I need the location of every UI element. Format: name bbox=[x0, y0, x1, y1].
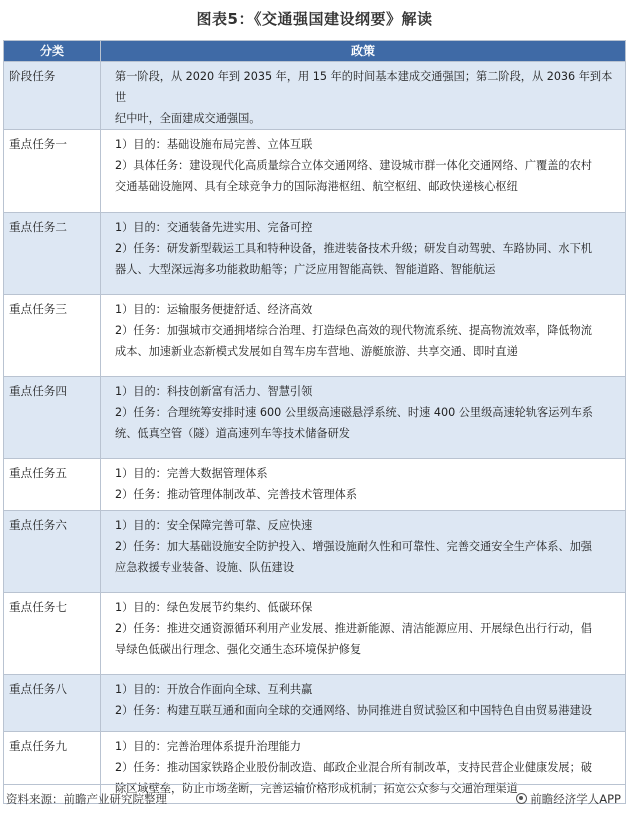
brand-logo-icon bbox=[516, 793, 527, 804]
table-row bbox=[4, 295, 626, 377]
row-policy bbox=[101, 459, 626, 511]
policy-line: 1）目的：安全保障完善可靠、反应快速 bbox=[115, 519, 313, 532]
row-category: 重点任务二 bbox=[4, 213, 101, 295]
brand-label bbox=[516, 791, 621, 807]
row-policy bbox=[101, 511, 626, 593]
table-row bbox=[4, 377, 626, 459]
policy-line: 2）任务：研发新型载运工具和特种设备，推进装备技术升级；研发自动驾驶、车路协同、水下机 bbox=[115, 242, 592, 255]
row-category: 重点任务四 bbox=[4, 377, 101, 459]
row-policy bbox=[101, 377, 626, 459]
table-row bbox=[4, 62, 626, 130]
policy-line: 2）任务：构建互联互通和面向全球的交通网络、协同推进自贸试验区和中国特色自由贸易港建设 bbox=[115, 704, 592, 717]
row-policy bbox=[101, 130, 626, 213]
table-header-row bbox=[4, 41, 626, 62]
header-policy: 政策 bbox=[101, 41, 626, 62]
policy-line: 1）目的：绿色发展节约集约、低碳环保 bbox=[115, 601, 313, 614]
table-row bbox=[4, 459, 626, 511]
policy-table bbox=[3, 40, 626, 804]
policy-line: 器人、大型深远海多功能救助船等；广泛应用智能高铁、智能道路、智能航运 bbox=[115, 263, 496, 276]
row-policy bbox=[101, 675, 626, 732]
policy-line: 2）任务：推进交通资源循环利用产业发展、推进新能源、清洁能源应用、开展绿色出行行动，倡 bbox=[115, 622, 592, 635]
policy-line: 1）目的：完善大数据管理体系 bbox=[115, 467, 268, 480]
row-category: 重点任务七 bbox=[4, 593, 101, 675]
row-policy bbox=[101, 62, 626, 130]
table-row bbox=[4, 675, 626, 732]
table-row bbox=[4, 130, 626, 213]
row-category: 重点任务八 bbox=[4, 675, 101, 732]
policy-line: 2）任务：推动国家铁路企业股份制改造、邮政企业混合所有制改革，支持民营企业健康发展；破 bbox=[115, 761, 592, 774]
source-note: 资料来源：前瞻产业研究院整理 bbox=[6, 792, 167, 806]
policy-line: 1）目的：交通装备先进实用、完备可控 bbox=[115, 221, 313, 234]
policy-line: 2）任务：加大基础设施安全防护投入、增强设施耐久性和可靠性、完善交通安全生产体系、加强 bbox=[115, 540, 592, 553]
policy-line: 2）任务：加强城市交通拥堵综合治理、打造绿色高效的现代物流系统、提高物流效率，降低物流 bbox=[115, 324, 592, 337]
row-policy bbox=[101, 295, 626, 377]
row-category: 重点任务一 bbox=[4, 130, 101, 213]
policy-line: 1）目的：运输服务便捷舒适、经济高效 bbox=[115, 303, 313, 316]
policy-line: 1）目的：科技创新富有活力、智慧引领 bbox=[115, 385, 313, 398]
policy-line: 2）任务：合理统筹安排时速 600 公里级高速磁悬浮系统、时速 400 公里级高速轮轨客运列车系 bbox=[115, 406, 593, 419]
policy-line: 2）具体任务：建设现代化高质量综合立体交通网络、建设城市群一体化交通网络、广覆盖的农村 bbox=[115, 159, 592, 172]
policy-line: 1）目的：开放合作面向全球、互利共赢 bbox=[115, 683, 313, 696]
policy-line: 2）任务：推动管理体制改革、完善技术管理体系 bbox=[115, 488, 358, 501]
policy-line: 1）目的：完善治理体系提升治理能力 bbox=[115, 740, 302, 753]
footer-divider bbox=[3, 784, 625, 785]
policy-line: 导绿色低碳出行理念、强化交通生态环境保护修复 bbox=[115, 643, 362, 656]
policy-line: 纪中叶，全面建成交通强国。 bbox=[115, 112, 261, 125]
policy-line: 统、低真空管（隧）道高速列车等技术储备研发 bbox=[115, 427, 350, 440]
row-category: 重点任务五 bbox=[4, 459, 101, 511]
chart-title: 图表5：《交通强国建设纲要》解读 bbox=[196, 10, 433, 28]
policy-line: 交通基础设施网、具有全球竞争力的国际海港枢纽、航空枢纽、邮政快递核心枢纽 bbox=[115, 180, 518, 193]
policy-line: 第一阶段，从 2020 年到 2035 年，用 15 年的时间基本建成交通强国；第二阶段，从 2036 年到本世 bbox=[115, 70, 613, 104]
policy-line: 应急救援专业装备、设施、队伍建设 bbox=[115, 561, 295, 574]
table-row bbox=[4, 213, 626, 295]
row-policy bbox=[101, 213, 626, 295]
policy-line: 成本、加速新业态新模式发展如自驾车房车营地、游艇旅游、共享交通、即时直递 bbox=[115, 345, 518, 358]
row-category: 重点任务三 bbox=[4, 295, 101, 377]
row-policy bbox=[101, 593, 626, 675]
table-row bbox=[4, 593, 626, 675]
row-category: 重点任务六 bbox=[4, 511, 101, 593]
policy-line: 1）目的：基础设施布局完善、立体互联 bbox=[115, 138, 313, 151]
row-category: 重点任务九 bbox=[4, 732, 101, 804]
table-row bbox=[4, 511, 626, 593]
header-category: 分类 bbox=[4, 41, 101, 62]
row-category: 阶段任务 bbox=[4, 62, 101, 130]
policy-line: 除区域壁垒，防止市场垄断，完善运输价格形成机制；拓宽公众参与交通治理渠道 bbox=[115, 782, 518, 795]
brand-text: 前瞻经济学人APP bbox=[530, 792, 621, 806]
